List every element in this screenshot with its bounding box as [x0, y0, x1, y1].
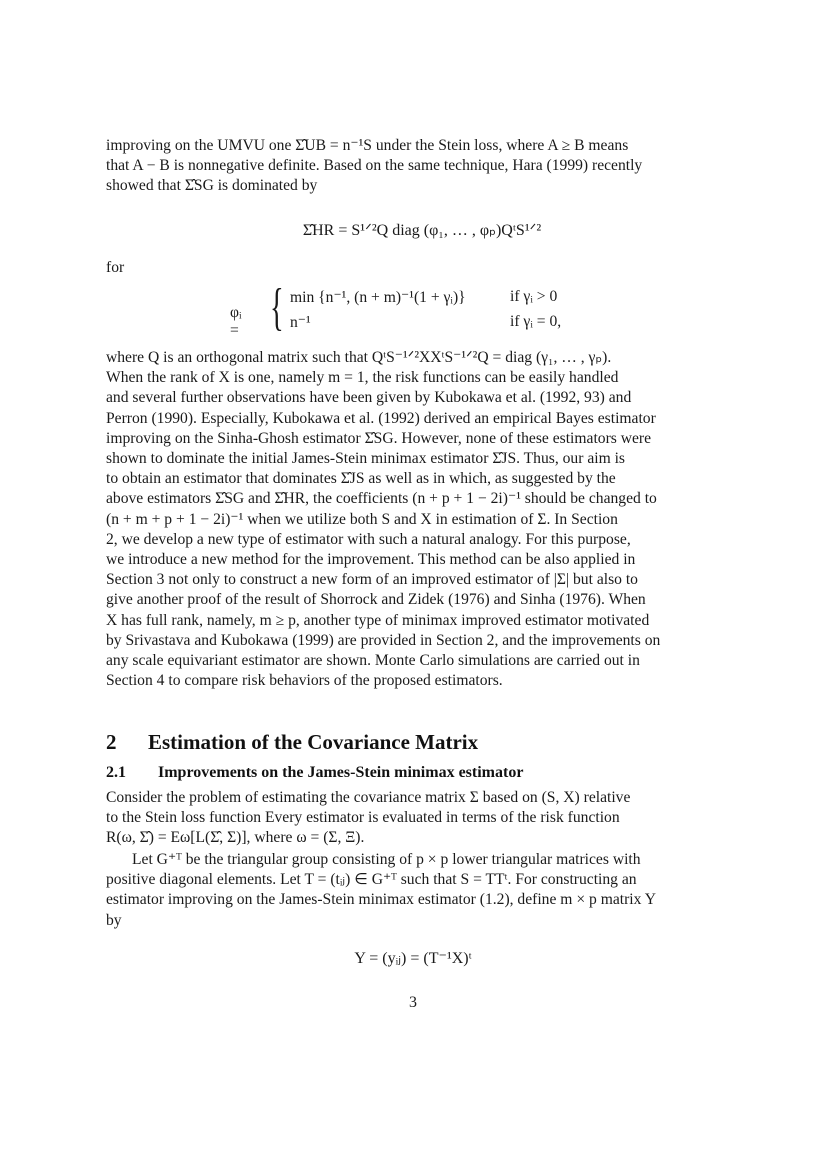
text-line: give another proof of the result of Shorrock and Zidek (1976) and Sinha (1976). When: [106, 591, 646, 609]
text-line: improving on the UMVU one Σ̂UB = n⁻¹S under the Stein loss, where A ≥ B means: [106, 137, 629, 154]
cases-lhs: φᵢ =: [230, 304, 242, 339]
cases-row-1: min {n⁻¹, (n + m)⁻¹(1 + γᵢ)}: [290, 289, 466, 306]
subsection-title: Improvements on the James-Stein minimax estimator: [158, 764, 524, 781]
text-line: Consider the problem of estimating the covariance matrix Σ based on (S, X) relative: [106, 789, 631, 806]
left-brace-symbol: {: [270, 279, 284, 336]
text-line: any scale equivariant estimator are shown. Monte Carlo simulations are carried out in: [106, 652, 640, 670]
text-line: Let G⁺ᵀ be the triangular group consisting of p × p lower triangular matrices with: [132, 851, 641, 868]
text-line: When the rank of X is one, namely m = 1, the risk functions can be easily handled: [106, 369, 619, 387]
text-line: 2, we develop a new type of estimator with such a natural analogy. For this purpose,: [106, 530, 631, 548]
equation-y-definition: Y = (yᵢⱼ) = (T⁻¹X)ᵗ: [354, 950, 472, 967]
text-line: Perron (1990). Especially, Kubokawa et al. (1992) derived an empirical Bayes estimator: [106, 409, 656, 427]
text-line: to the Stein loss function Every estimator is evaluated in terms of the risk function: [106, 809, 620, 827]
intro-paragraph-continued: [106, 136, 738, 197]
text-line: to obtain an estimator that dominates Σ̂JS as well as in which, as suggested by the: [106, 470, 616, 488]
problem-paragraph: [106, 788, 738, 849]
text-line: and several further observations have been given by Kubokawa et al. (1992, 93) and: [106, 389, 632, 407]
section-number: 2: [106, 730, 117, 754]
text-line: by: [106, 911, 122, 929]
section-heading: [106, 730, 478, 755]
equation-hara-estimator: Σ̂HR = S¹ᐟ²Q diag (φ₁, … , φₚ)QᵗS¹ᐟ²: [302, 222, 542, 239]
section-title: Estimation of the Covariance Matrix: [148, 730, 479, 754]
text-line: shown to dominate the initial James-Stein minimax estimator Σ̂JS. Thus, our aim is: [106, 450, 626, 468]
text-line: we introduce a new method for the improvement. This method can be also applied in: [106, 551, 636, 569]
motivation-paragraph: [106, 348, 738, 691]
text-line: Section 4 to compare risk behaviors of the proposed estimators.: [106, 672, 503, 690]
text-line: X has full rank, namely, m ≥ p, another type of minimax improved estimator motivated: [106, 611, 650, 629]
text-line: R(ω, Σ̂) = Eω[L(Σ̂, Σ)], where ω = (Σ, Ξ).: [106, 829, 365, 847]
subsection-number: 2.1: [106, 764, 126, 781]
text-line: by Srivastava and Kubokawa (1999) are provided in Section 2, and the improvements on: [106, 631, 661, 649]
text-line: above estimators Σ̂SG and Σ̂HR, the coefficients (n + p + 1 − 2i)⁻¹ should be changed to: [106, 490, 657, 508]
text-line: improving on the Sinha-Ghosh estimator Σ̂SG. However, none of these estimators were: [106, 429, 652, 447]
text-line: where Q is an orthogonal matrix such that QᵗS⁻¹ᐟ²XXᵗS⁻¹ᐟ²Q = diag (γ₁, … , γₚ).: [106, 349, 612, 366]
cases-row-2: n⁻¹: [290, 314, 311, 331]
cases-condition-1: if γᵢ > 0: [510, 288, 558, 305]
for-text: for: [106, 259, 125, 276]
text-line: that A − B is nonnegative definite. Based on the same technique, Hara (1999) recently: [106, 157, 643, 175]
page-number: 3: [409, 994, 417, 1011]
subsection-heading: [106, 764, 523, 782]
text-line: Section 3 not only to construct a new form of an improved estimator of |Σ| but also to: [106, 571, 638, 589]
text-line: estimator improving on the James-Stein minimax estimator (1.2), define m × p matrix Y: [106, 891, 656, 909]
triangular-group-paragraph: [106, 850, 738, 931]
text-line: showed that Σ̂SG is dominated by: [106, 177, 318, 195]
text-line: positive diagonal elements. Let T = (tᵢⱼ) ∈ G⁺ᵀ such that S = TTᵗ. For constructing an: [106, 871, 637, 889]
cases-condition-2: if γᵢ = 0,: [510, 313, 562, 330]
text-line: (n + m + p + 1 − 2i)⁻¹ when we utilize both S and X in estimation of Σ. In Section: [106, 510, 618, 528]
